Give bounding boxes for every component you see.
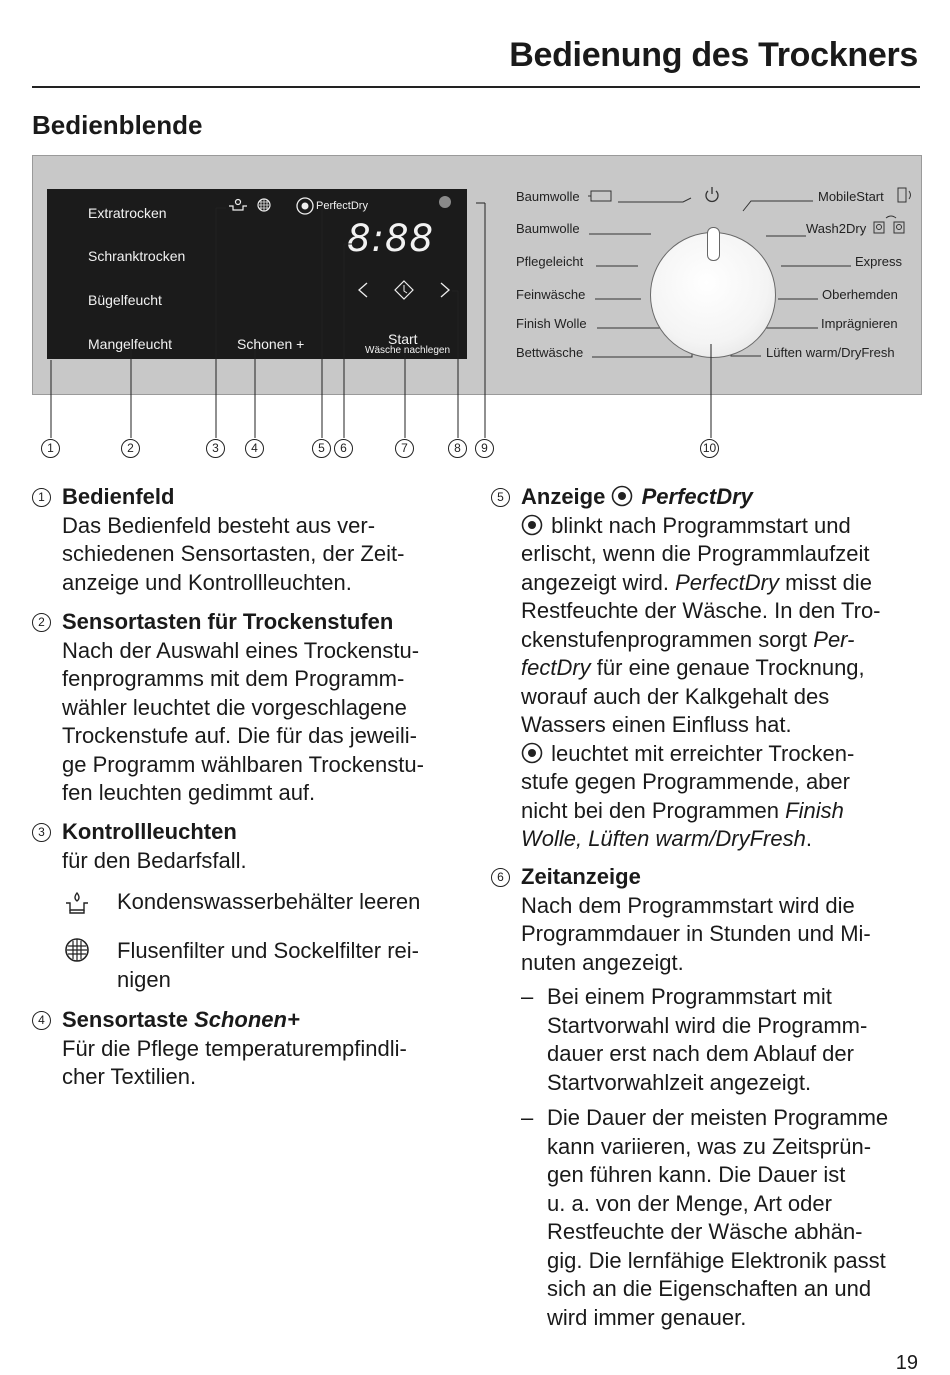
bullet-line: wird immer genauer.	[547, 1304, 747, 1330]
item-line: anzeige und Kontrollleuchten.	[62, 569, 352, 595]
program-baumwolle-2: Baumwolle	[516, 221, 580, 236]
item-line: Nach der Auswahl eines Trockenstu-	[62, 637, 420, 663]
item-line: erlischt, wenn die Programmlaufzeit	[521, 541, 870, 566]
program-wash2dry: Wash2Dry	[806, 221, 867, 236]
flusenfilter-text	[117, 937, 419, 994]
program-pflegeleicht: Pflegeleicht	[516, 254, 584, 269]
flusenfilter-line: nigen	[117, 966, 171, 992]
item-bedienfeld	[32, 483, 472, 597]
bullet-startvorwahl	[547, 983, 867, 1097]
program-feinwaesche: Feinwäsche	[516, 287, 586, 302]
bullet-line: gig. Die lernfähige Elektronik passt	[547, 1247, 886, 1273]
item-line: schiedenen Sensortasten, der Zeit-	[62, 541, 405, 566]
item-title: Sensortasten für Trockenstufen	[62, 609, 394, 634]
level-buegelfeucht: Bügelfeucht	[88, 292, 162, 308]
program-oberhemden: Oberhemden	[822, 287, 898, 302]
perfectdry-icon	[521, 513, 545, 537]
section-title: Bedienblende	[32, 110, 203, 140]
item-line: ge Programm wählbaren Trockenstu-	[62, 751, 424, 777]
item-line: Trockenstufe auf. Die für das jeweili-	[62, 723, 417, 748]
bullet-line: u. a. von der Menge, Art oder	[547, 1190, 832, 1216]
item-number: 5	[491, 488, 510, 507]
start-sub-label: Wäsche nachlegen	[365, 345, 451, 356]
callout-4: 4	[245, 439, 264, 458]
item-line: stufe gegen Programmende, aber	[521, 769, 850, 794]
item-title: Bedienfeld	[62, 484, 175, 509]
program-bettwaesche: Bettwäsche	[516, 345, 584, 360]
level-extratrocken: Extratrocken	[88, 205, 167, 221]
item-line: Nach dem Programmstart wird die	[521, 892, 855, 918]
perfectdry-icon	[521, 741, 545, 765]
kondenswasser-text: Kondenswasserbehälter leeren	[117, 889, 421, 914]
bullet-line: Die Dauer der meisten Programme	[547, 1105, 889, 1130]
water-container-icon	[64, 890, 94, 920]
item-line: cher Textilien.	[62, 1064, 197, 1089]
perfectdry-label: PerfectDry	[316, 200, 368, 212]
program-finish-wolle: Finish Wolle	[516, 316, 587, 331]
line-text: nicht bei den Programmen	[521, 797, 786, 823]
page-header-title: Bedienung des Trockners	[509, 36, 918, 74]
bullet-dash: –	[521, 984, 534, 1009]
item-line	[491, 740, 931, 769]
callout-1: 1	[41, 439, 60, 458]
item-kontrollleuchten	[32, 818, 472, 875]
item-line: fen leuchten gedimmt auf.	[62, 780, 316, 805]
bullet-line: Restfeuchte der Wäsche abhän-	[547, 1219, 863, 1244]
item-number: 3	[32, 823, 51, 842]
item-line	[491, 512, 931, 541]
item-number: 2	[32, 613, 51, 632]
item-line	[491, 797, 931, 826]
item-sensortasten	[32, 608, 472, 808]
line-italic: PerfectDry	[675, 569, 780, 595]
bullet-line: Startvorwahlzeit angezeigt.	[547, 1069, 812, 1095]
item-line: wähler leuchtet die vorgeschlagene	[62, 694, 407, 720]
item-title	[491, 483, 931, 512]
level-schranktrocken: Schranktrocken	[88, 248, 186, 264]
time-display: 8:88	[347, 217, 435, 260]
program-lueften: Lüften warm/DryFresh	[766, 345, 895, 360]
bullet-dash: –	[521, 1105, 534, 1130]
start-label: Start	[388, 331, 418, 347]
line-text: leuchtet mit erreichter Trocken-	[551, 740, 855, 766]
bullet-dauer	[547, 1104, 888, 1332]
item-line: fenprogramms mit dem Programm-	[62, 666, 405, 691]
item-line	[491, 654, 931, 683]
item-schonen	[32, 1006, 472, 1092]
line-italic: Finish	[785, 797, 844, 823]
title-part: Anzeige	[521, 484, 612, 509]
item-line: nuten angezeigt.	[521, 949, 684, 975]
callout-3: 3	[206, 439, 225, 458]
perfectdry-icon	[611, 484, 635, 508]
line-italic: Per-	[813, 626, 855, 652]
item-line: Programmdauer in Stunden und Mi-	[521, 921, 871, 946]
callout-8: 8	[448, 439, 467, 458]
item-line: Das Bedienfeld besteht aus ver-	[62, 512, 376, 538]
item-title: Kontrollleuchten	[62, 819, 237, 844]
line-italic: Wolle, Lüften warm/DryFresh	[521, 826, 806, 851]
bullet-line: kann variieren, was zu Zeitsprün-	[547, 1133, 872, 1159]
bullet-line: Startvorwahl wird die Programm-	[547, 1012, 868, 1038]
item-number: 1	[32, 488, 51, 507]
item-line	[491, 569, 931, 598]
bullet-line: sich an die Eigenschaften an und	[547, 1276, 872, 1301]
callout-5: 5	[312, 439, 331, 458]
level-mangelfeucht: Mangelfeucht	[88, 336, 173, 352]
program-impraegnieren: Imprägnieren	[821, 316, 898, 331]
lint-filter-icon	[64, 937, 94, 967]
item-line	[491, 626, 931, 655]
item-line: Für die Pflege temperaturempfindli-	[62, 1035, 407, 1061]
flusenfilter-line: Flusenfilter und Sockelfilter rei-	[117, 938, 420, 963]
item-title: Zeitanzeige	[521, 864, 641, 889]
bullet-line: Bei einem Programmstart mit	[547, 984, 832, 1009]
item-line: Restfeuchte der Wäsche. In den Tro-	[521, 598, 881, 623]
item-perfectdry	[491, 483, 931, 854]
item-line: für den Bedarfsfall.	[62, 847, 247, 873]
callout-leader-lines	[0, 0, 950, 470]
callout-10: 10	[700, 439, 719, 458]
title-part-italic: PerfectDry	[641, 484, 753, 509]
title-part: Sensortaste	[62, 1007, 195, 1032]
program-baumwolle-1: Baumwolle	[516, 189, 580, 204]
item-zeitanzeige	[491, 863, 931, 977]
callout-2: 2	[121, 439, 140, 458]
callout-7: 7	[395, 439, 414, 458]
callout-9: 9	[475, 439, 494, 458]
schonen-label: Schonen +	[237, 336, 305, 352]
line-text: misst die	[779, 569, 872, 595]
program-mobilestart: MobileStart	[818, 189, 884, 204]
line-text: angezeigt wird.	[521, 569, 676, 595]
title-part-italic: Schonen+	[194, 1007, 300, 1032]
bullet-line: dauer erst nach dem Ablauf der	[547, 1041, 854, 1066]
item-line: Wassers einen Einfluss hat.	[521, 712, 792, 737]
callout-6: 6	[334, 439, 353, 458]
item-number: 4	[32, 1011, 51, 1030]
page-number: 19	[895, 1352, 918, 1374]
program-express: Express	[855, 254, 902, 269]
item-line: worauf auch der Kalkgehalt des	[521, 683, 830, 709]
line-text: blinkt nach Programmstart und	[551, 512, 851, 538]
bullet-line: gen führen kann. Die Dauer ist	[547, 1162, 846, 1187]
item-title	[32, 1006, 472, 1035]
line-text: .	[805, 826, 812, 851]
item-line	[491, 825, 931, 854]
line-text: für eine genaue Trocknung,	[590, 655, 865, 680]
line-text: ckenstufenprogrammen sorgt	[521, 626, 814, 652]
line-italic: fectDry	[521, 655, 591, 680]
item-number: 6	[491, 868, 510, 887]
